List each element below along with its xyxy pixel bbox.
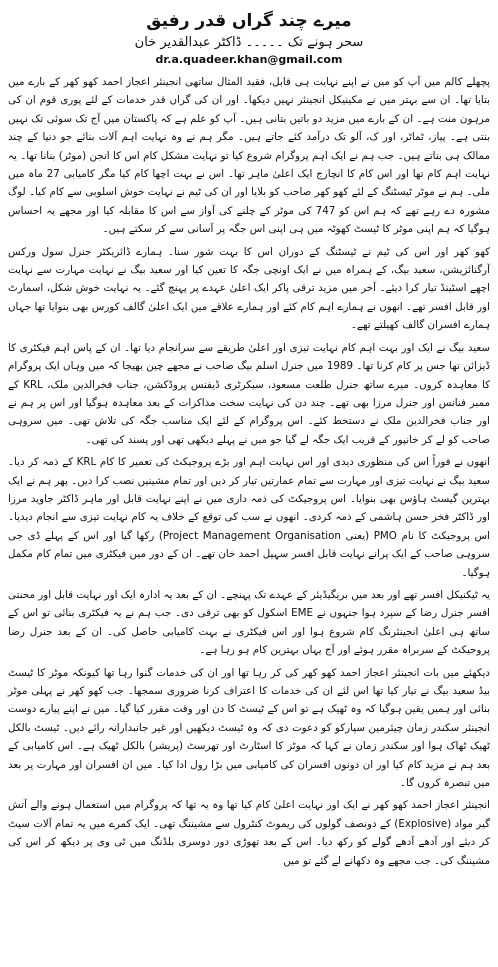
paragraph: دیکھئے میں بات انجینئر اعجاز احمد کھو کھر کی کر رہا تھا اور ان کی خدمات گنوا رہا تھا کیونکہ موٹر کا ٹیسٹ بیڈ سعید بیگ نے تیار کیا تھا اس لئے ان کی خدمات کا اعتراف کرنا ضروری سمجھا۔ جب کھو کھر نے پہلی موٹر بنائی اور ہمیں یقین ہوگیا کہ وہ ٹھیک ہے تو اس کے ٹیسٹ کا دن اور وقت مقرر کیا گیا۔ میں نے اپنے پیارے دوست انجینئر سکندر زمان چیئرمین سپارکو کو دعوت دی کہ وہ ٹیسٹ دیکھیں اور غیر جانبدارانہ رائے دیں۔ ٹیسٹ بالکل ٹھیک ٹھاک ہوا اور سکندر زمان نے کہا کہ موٹر کا اسٹارٹ اور تھرسٹ (پریشر) بالکل ٹھیک ہے۔ اس کامیابی کے بعد ہم نے مزید کام کیا اور ان دونوں افسران کی کامیابی میں بڑا رول ادا کیا۔ میں ان افسران اور مہارت پر بعد میں تبصرہ کروں گا۔ <box>8 666 490 790</box>
paragraph: سعید بیگ نے ایک اور بہت اہم کام نہایت تیزی اور اعلیٰ طریقے سے سرانجام دیا تھا۔ ان کے پاس اہم فیکٹری کا ڈیزائن تھا جس پر کام کرنا تھا۔ 1989 میں جنرل اسلم بیگ صاحب نے مجھے چین بھیجا کہ میں وہاں ایک پروگرام کا معاہدہ کروں۔ میرے ساتھ جنرل طلعت مسعود، سیکرٹری ڈیفنس پروڈکشن، جناب فخرالدین ملک، KRL کے ممبر فنانس اور جنرل مرزا بھی تھے۔ چند دن کی نہایت سخت مذاکرات کے بعد معاہدہ ہوگیا اور اس پر ہم نے اور جناب فخرالدین ملک نے دستخط کئے۔ اس پروگرام کے لئے ایک مناسب جگہ کی تلاش تھی۔ میں سروہی صاحب کو لے کر خانپور کے قریب ایک جگہ لے گیا جو میں نے پہلے دیکھی تھی اور پسند کی تھی۔ <box>8 341 490 446</box>
paragraph: انجینئر اعجاز احمد کھو کھر نے ایک اور نہایت اعلیٰ کام کیا تھا وہ یہ تھا کہ پروگرام میں استعمال ہونے والے آتش گیر مواد (Explosive) کے دونصف گولوں کی ریموٹ کنٹرول سے مشیننگ تھی۔ ایک کمرے میں یہ تمام آلات سیٹ کر دیئے اور آدھے آدھے گولے کو رکھ دیا۔ اس کے بعد تھوڑی دور دوسری بلڈنگ میں ٹی وی پر دیکھ کر اس کی مشیننگ کی۔ جب مجھے وہ دکھانے لے گئے تو میں <box>8 799 490 867</box>
paragraph: انھوں نے فوراً اس کی منظوری دیدی اور اس نہایت اہم اور بڑے پروجیکٹ کی تعمیر کا کام KRL کے ذمہ کر دیا۔ سعید بیگ نے نہایت تیزی اور مہارت سے تمام عمارتیں تیار کر دیں اور تمام مشینیں نصب کرا دیں۔ پھر ہم نے ایک بہترین گیسٹ ہاؤس بھی بنوایا۔ اس پروجیکٹ کی ذمہ داری میں نے اپنے نہایت قابل اور ماہر ڈاکٹر جاوید مرزا اور ڈاکٹر فخر حسن ہاشمی کے ذمہ کردی۔ انھوں نے سب کی توقع کے خلاف یہ کام نہایت تیزی سے انجام دیدیا۔ اس پروجیکٹ کا نام PMO (یعنی Project Management Organisation) رکھا گیا اور اس کے پہلے ڈی جی سروہی صاحب کے ایک پرانے نہایت قابل افسر سہیل احمد خان تھے۔ ان کے دور میں فیکٹری میں تمام کام مکمل ہوگیا۔ <box>8 456 490 579</box>
paragraph: کھو کھر اور اس کی ٹیم نے ٹیسٹنگ کے دوران اس کا بہت شور سنا۔ ہمارے ڈائریکٹر جنرل سول ورکس آرگنائزیشن، سعید بیگ، کے ہمراہ میں نے ایک اونچی جگہ کا تعین کیا اور سعید بیگ نے نہایت مہارت سے نہایت اچھے اسٹینڈ تیار کرا دیئے۔ آخر میں مزید ترقی پاکر ایک اعلیٰ عہدے پر پہنچ گئے۔ یہ نہایت خوش شکل، اسمارٹ اور قابل افسر تھے۔ انھوں نے ہمارے اہم کام کئے اور ہمارے علاقے میں ایک اعلیٰ گالف کورس بھی بنوایا تھا جہاں ہمارے افسران گالف کھیلتے تھے۔ <box>8 245 490 332</box>
author-email: dr.a.quadeer.khan@gmail.com <box>155 53 343 66</box>
byline: سحر ہونے تک ۔۔۔۔۔ ڈاکٹر عبدالقدیر خان <box>134 35 364 50</box>
article-title: میرے چند گراں قدر رفیق <box>146 11 352 31</box>
paragraph: پچھلے کالم میں آپ کو میں نے اپنے نہایت ہی قابل، فقید المثال ساتھی انجینئر اعجاز احمد کھو کھر کے بارے میں بتایا تھا۔ ان سے بہتر میں نے مکینیکل انجینئر نہیں دیکھا۔ اور ان کی گراں قدر خدمات کے لئے پوری قوم ان کی مرہون منت ہے۔ ان کے بارے میں مزید دو باتیں بتانی ہیں۔ آپ کو علم ہے کہ پاکستان میں آج تک سوئی تک نہیں بنتی ہے۔ پیاز، ٹماٹر، اور ک، آلو تک درآمد کئے جاتے ہیں۔ مگر ہم نے وہ نہایت اہم آلات بنائے جو دنیا کے چند ممالک ہی بناتے ہیں۔ جب ہم نے ایک اہم پروگرام شروع کیا تو نہایت مشکل کام اس کا انجن (موٹر) بنانا تھا۔ یہ نہایت اہم کام تھا اور اس کام کا انچارج ایک اعلیٰ ماہر تھا۔ اس نے بہت اچھا کام کیا مگر کامیابی 27 ماہ میں ملی۔ ہم نے موٹر ٹیسٹنگ کے لئے کھو کھر صاحب کو بلایا اور ان کی ٹیم نے نہایت خوش اسلوبی سے کام کیا۔ لوگ مشورہ دے رہے تھے کہ ہم اس کو 747 کی موٹر کے چلنے کی آواز سے اس کا مقابلہ کیا اور مجھے یہ احساس ہوگیا کہ ہم اپنی موٹر کا ٹیسٹ کھوٹہ میں ہی اپنی اس جگہ پر آسانی سے کر سکتے ہیں۔ <box>8 76 490 236</box>
paragraph: یہ ٹیکنیکل افسر تھے اور بعد میں بریگیڈیئر کے عہدے تک پہنچے۔ ان کے بعد یہ ادارہ ایک اور نہایت قابل اور محنتی افسر جنرل رضا کے سپرد ہوا جنہوں نے EME اسکول کو بھی ترقی دی۔ جب ہم نے یہ فیکٹری بنائی تو اس کے ساتھ ہی اعلیٰ انجینئرنگ کام شروع ہوا اور اس فیکٹری نے بہت کامیابی حاصل کی۔ ان کے بعد جنرل رضا پروجیکٹ کے سربراہ مقرر ہوئے اور آج یہاں بہترین کام ہو رہا ہے۔ <box>8 588 491 657</box>
